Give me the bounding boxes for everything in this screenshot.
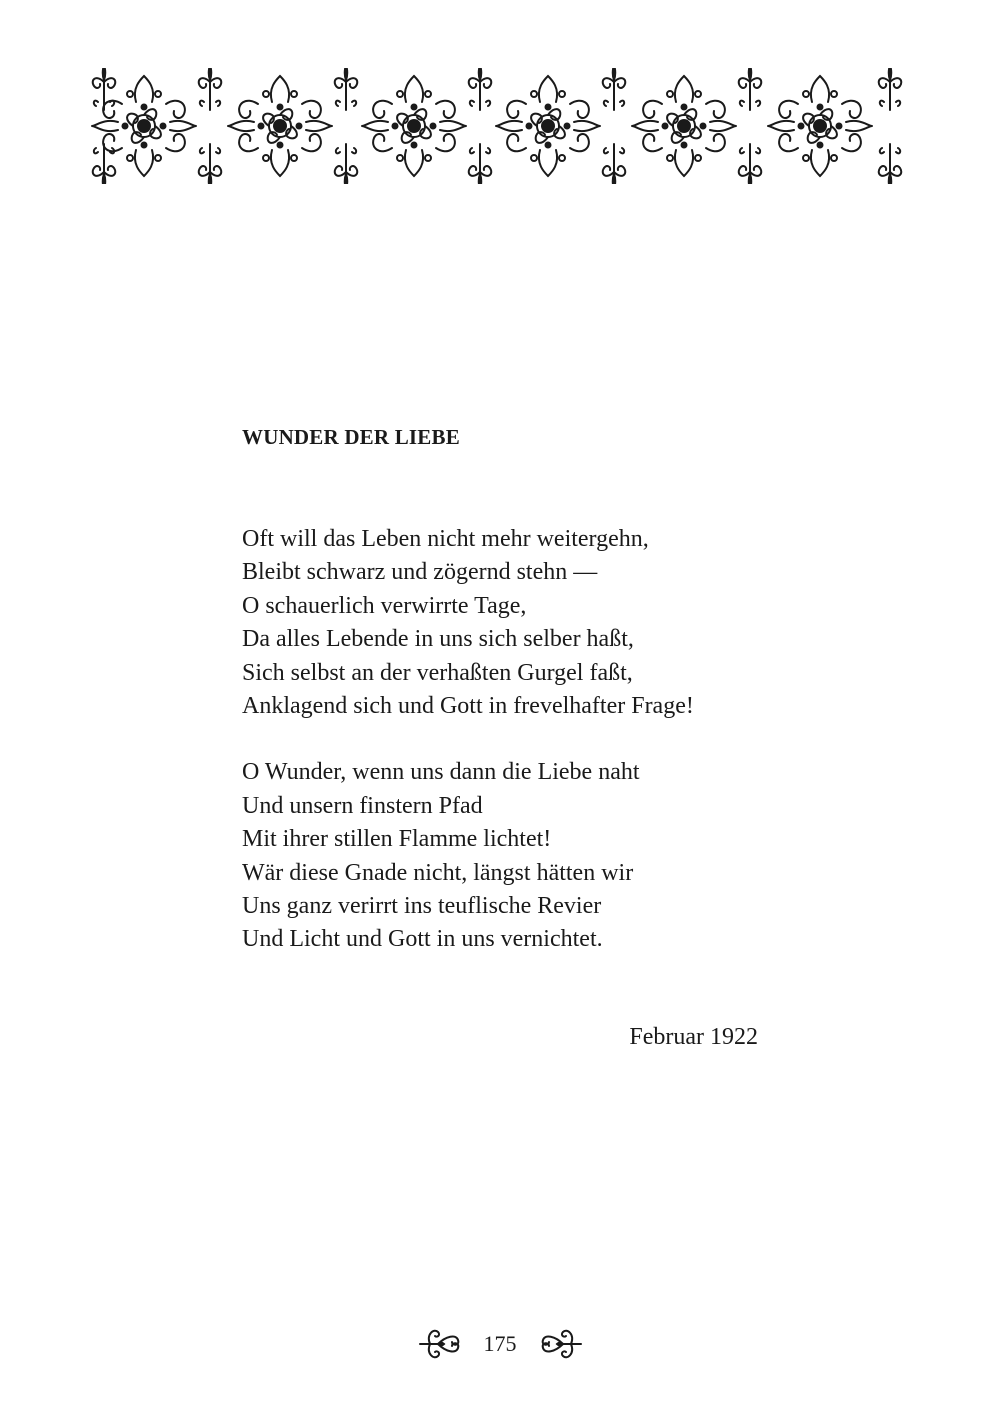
- poem-title: WUNDER DER LIEBE: [242, 425, 460, 449]
- verse-line: Und Licht und Gott in uns vernichtet.: [242, 926, 603, 953]
- flourish-right-icon: [537, 1324, 585, 1364]
- page-number: 175: [483, 1331, 517, 1356]
- page-footer: [0, 1322, 1000, 1366]
- verse-line: O Wunder, wenn uns dann die Liebe naht: [242, 759, 640, 786]
- verse-line: Oft will das Leben nicht mehr weitergehn,: [242, 526, 649, 552]
- verse-line: Wär diese Gnade nicht, längst hätten wir: [242, 859, 634, 886]
- verse-line: Und unsern finstern Pfad: [242, 792, 483, 819]
- verse-line: Anklagend sich und Gott in frevelhafter Frage!: [242, 693, 694, 720]
- verse-line: Mit ihrer stillen Flamme lichtet!: [242, 826, 552, 853]
- verse-line: Sich selbst an der verhaßten Gurgel faßt,: [242, 659, 633, 686]
- poem-body: [242, 523, 802, 990]
- stanza-2: [242, 756, 802, 956]
- verse-line: Da alles Lebende in uns sich selber haßt,: [242, 626, 634, 653]
- ornament-header-band: [90, 68, 912, 184]
- floral-ornament-band-icon: [90, 68, 912, 184]
- verse-line: Bleibt schwarz und zögernd stehn —: [242, 559, 598, 586]
- verse-line: O schauerlich verwirrte Tage,: [242, 592, 527, 619]
- poem-date: Februar 1922: [629, 1024, 758, 1050]
- flourish-left-icon: [416, 1324, 464, 1364]
- verse-line: Uns ganz verirrt ins teuflische Revier: [242, 893, 602, 920]
- stanza-1: [242, 523, 802, 723]
